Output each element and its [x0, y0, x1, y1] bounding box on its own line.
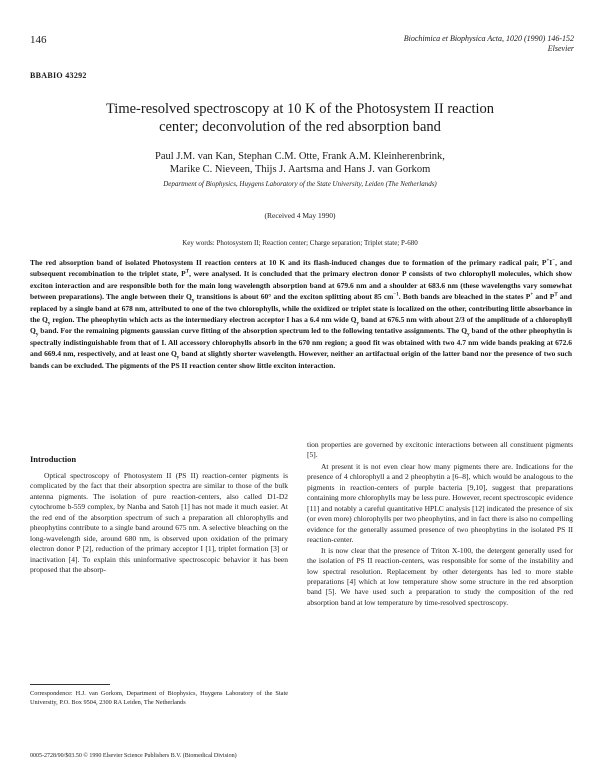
- abstract-sup: T: [554, 292, 558, 298]
- abstract-sub: y: [467, 332, 470, 338]
- abstract-text: region. The pheophytin which acts as the intermediary electron acceptor I has a 6.4 nm wide Q: [50, 315, 357, 325]
- authors-line-2: Marike C. Nieveen, Thijs J. Aartsma and Hans J. van Gorkom: [169, 164, 431, 175]
- abstract-text: I: [549, 258, 553, 267]
- abstract-sub: y: [176, 355, 180, 361]
- abstract-sup: −1: [393, 292, 399, 298]
- page-number: 146: [30, 34, 47, 46]
- abstract-text: band. For the remaining pigments gaussian curve fitting of the absorption spectrum led to the following tentative assignments. The Q: [38, 326, 468, 336]
- abstract: [30, 257, 572, 371]
- author-list: [60, 150, 540, 176]
- article-code: BBABIO 43292: [30, 71, 87, 80]
- footnote-divider: [30, 684, 110, 685]
- right-column: [307, 462, 573, 608]
- abstract-sup: +: [546, 258, 550, 264]
- abstract-text: and P: [533, 292, 555, 302]
- journal-reference: [404, 34, 574, 54]
- abstract-sup: −: [552, 258, 556, 264]
- title-line-2: center; deconvolution of the red absorption band: [159, 119, 441, 135]
- authors-line-1: Paul J.M. van Kan, Stephan C.M. Otte, Frank A.M. Kleinherenbrink,: [155, 151, 445, 162]
- received-date: (Received 4 May 1990): [264, 211, 336, 220]
- abstract-text: band of the other pheophytin is spectrally indistinguishable from that of I. All accessory chlorophylls absorb in the 670 nm region; a good fit was obtained with two 4.7 nm wide bands peaking at 672.6 and 669.4 nm, respectively, and at least one Q: [30, 326, 573, 359]
- abstract-text: and replaced by a single band at 678 nm, attributed to one of the two chlorophylls, while the oxidized or triplet state is localized on the other, contributing little absorbance in the Q: [30, 292, 572, 325]
- abstract-sub: y: [356, 321, 359, 327]
- abstract-sup: +: [530, 292, 534, 298]
- abstract-text: The red absorption band of isolated Photosystem II reaction centers at 10 K and its flash-induced changes due to formation of the primary radical pair, P: [30, 258, 547, 267]
- section-heading-introduction: Introduction: [30, 454, 77, 464]
- copyright-footer: 0005-2728/90/$03.50 © 1990 Elsevier Science Publishers B.V. (Biomedical Division): [30, 753, 237, 759]
- abstract-text: , were analysed. It is concluded that the primary electron donor P consists of two chlorophyll molecules, which show exciton interaction and are responsible both for the main long wavelength absorption band at 679.6 nm and a shoulder at 683.6 nm (these wavelengths vary somewhat between preparations). The angle between their Q: [30, 269, 572, 302]
- right-column-continuation: [307, 440, 573, 461]
- abstract-sub: y: [35, 332, 39, 338]
- keywords: Key words: Photosystem II; Reaction center; Charge separation; Triplet state; P-680: [182, 239, 418, 247]
- title-line-1: Time-resolved spectroscopy at 10 K of the Photosystem II reaction: [105, 101, 495, 117]
- abstract-sub: y: [47, 321, 51, 327]
- affiliation: Department of Biophysics, Huygens Laboratory of the State University, Leiden (The Netherlands): [163, 180, 437, 188]
- paper-title: [40, 100, 560, 136]
- abstract-text: , and subsequent recombination to the triplet state, P: [30, 258, 573, 279]
- abstract-text: transitions is about 60° and the exciton splitting about 85 cm: [194, 292, 394, 302]
- abstract-text: band at 676.5 nm with about 2/3 of the amplitude of a chlorophyll Q: [30, 315, 572, 336]
- correspondence-note: Correspondence: H.J. van Gorkom, Department of Biophysics, Huygens Laboratory of the State University, P.O. Box 9504, 2300 RA Leiden, The Netherlands: [30, 690, 288, 706]
- abstract-text: . Both bands are bleached in the states P: [398, 292, 531, 302]
- journal-line-2: Elsevier: [547, 44, 574, 53]
- paragraph: Optical spectroscopy of Photosystem II (PS II) reaction-center pigments is complicated by the fact that their absorption spectra are similar to those of the bulk antenna pigments. The isolation of pure reaction-centers, also called D1-D2 cytochrome b-559 complex, by Nanba and Satoh [1] has not made it much easier. At the red end of the absorption spectrum of such a preparation all chlorophylls and pheophytins contribute to a single band around 675 nm. A selective bleaching on the long-wavelength side, around 680 nm, is observed upon oxidation of the primary electron donor P [2], reduction of the primary acceptor I [1], triplet formation [3] or inactivation [4]. To explain this uninformative spectroscopic behavior it has been proposed that the absorp-: [30, 471, 288, 575]
- paragraph: tion properties are governed by excitonic interactions between all constituent pigments [5].: [307, 440, 573, 460]
- journal-line-1: Biochimica et Biophysica Acta, 1020 (1990) 146-152: [403, 34, 574, 43]
- left-column: [30, 471, 288, 576]
- paragraph: It is now clear that the presence of Triton X-100, the detergent generally used for the isolation of PS II reaction-centers, was responsible for some of the instability and low spectral resolution. Replacement by other detergents has led to more stable preparations [4] which at low temperature show some structure in the red absorption band [5]. We have used such a preparation to study the composition of the red absorption band at low temperature by time-resolved spectroscopy.: [307, 545, 573, 607]
- abstract-text: band at slightly shorter wavelength. However, neither an artifactual origin of the latter band nor the presence of two such bands can be excluded. The pigments of the PS II reaction center show little exciton interaction.: [30, 349, 572, 370]
- paragraph: At present it is not even clear how many pigments there are. Indications for the presence of 4 chlorophyll a and 2 pheophytin a [6–8], which would be analogous to the pigments in reaction-centers of purple bacteria [9,10], suggest that preparations containing more chlorophylls may be less pure. However, recent spectroscopic evidence [11] and notably a careful quantitative HPLC analysis [12] indicated the presence of six (or even more) chlorophylls per two pheophytins, and in fact there is also no compelling evidence for the generally assumed presence of two pheophytins in the isolated PS II reaction-center.: [307, 462, 573, 545]
- abstract-sub: y: [191, 298, 195, 304]
- abstract-sup: T: [185, 269, 190, 275]
